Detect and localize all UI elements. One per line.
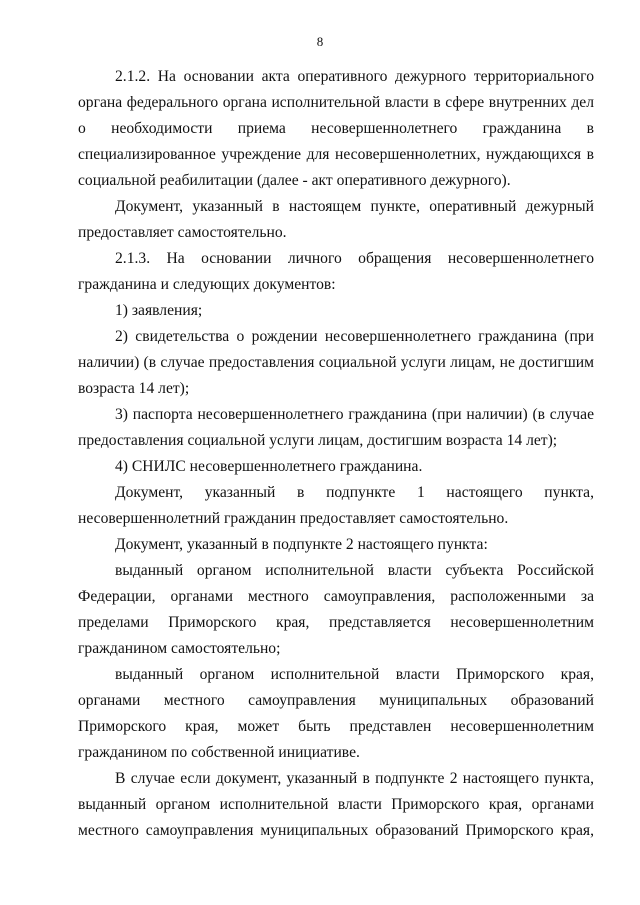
list-item-passport: 3) паспорта несовершеннолетнего гражданина (при наличии) (в случае предоставления социальной услуги лицам, достигшим возраста 14 лет); (78, 406, 594, 449)
list-item-application: 1) заявления; (115, 302, 203, 319)
paragraph-2-1-3: 2.1.3. На основании личного обращения несовершеннолетнего гражданина и следующих документов: (78, 250, 594, 293)
paragraph-in-case: В случае если документ, указанный в подпункте 2 настоящего пункта, выданный органом исполнительной власти Приморского края, органами местного самоуправления муниципальных образований Приморского края, (78, 770, 594, 839)
document-body (78, 64, 594, 844)
paragraph-external-authority: выданный органом исполнительной власти субъекта Российской Федерации, органами местного самоуправления, расположенными за пределами Приморского края, представляется несовершеннолетним гражданином самостоятельно; (78, 562, 594, 657)
paragraph-primorsky-authority: выданный органом исполнительной власти Приморского края, органами местного самоуправления муниципальных образований Приморского края, может быть представлен несовершеннолетним гражданином по собственной инициативе. (78, 666, 594, 761)
paragraph-subpoint-1-note: Документ, указанный в подпункте 1 настоящего пункта, несовершеннолетний гражданин предоставляет самостоятельно. (78, 484, 594, 527)
page-number: 8 (316, 34, 324, 49)
list-item-snils: 4) СНИЛС несовершеннолетнего гражданина. (115, 458, 423, 475)
paragraph-2-1-2: 2.1.2. На основании акта оперативного дежурного территориального органа федерального органа исполнительной власти в сфере внутренних дел о необходимости приема несовершеннолетнего гражданина в специализированное учреждение для несовершеннолетних, нуждающихся в социальной реабилитации (далее - акт оперативного дежурного). (78, 68, 594, 189)
paragraph-duty-officer-note: Документ, указанный в настоящем пункте, оперативный дежурный предоставляет самостоятельно. (78, 198, 594, 241)
paragraph-subpoint-2-intro: Документ, указанный в подпункте 2 настоящего пункта: (115, 536, 488, 553)
list-item-birth-certificate: 2) свидетельства о рождении несовершеннолетнего гражданина (при наличии) (в случае предоставления социальной услуги лицам, не достигшим возраста 14 лет); (78, 328, 594, 397)
